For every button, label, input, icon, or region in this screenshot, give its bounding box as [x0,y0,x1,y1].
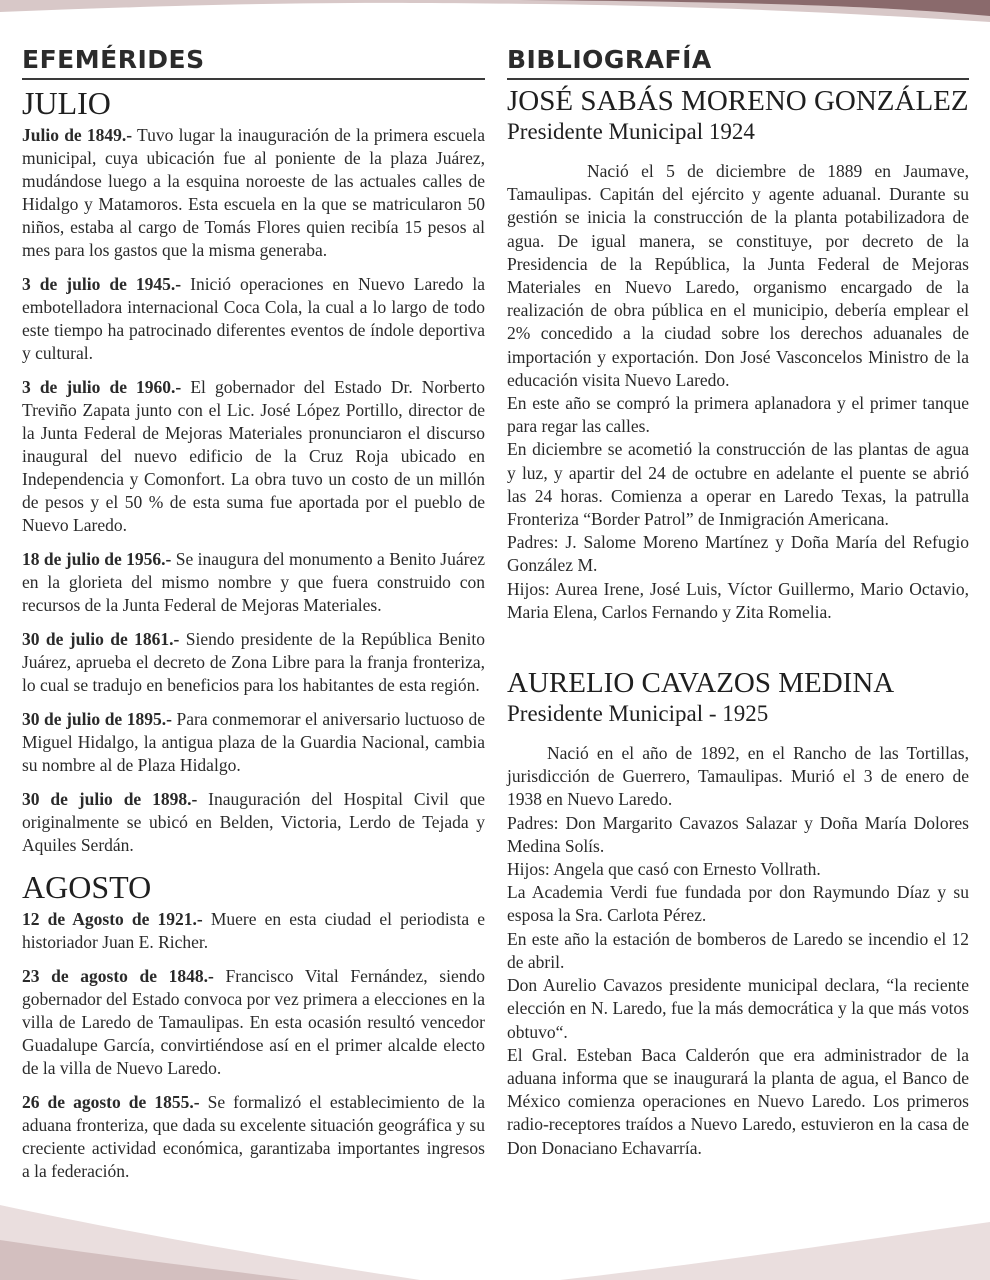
ephemeris-entry [22,908,485,954]
person-name: JOSÉ SABÁS MORENO GONZÁLEZ [507,85,969,117]
entry-text: El gobernador del Estado Dr. Norberto Treviño Zapata junto con el Lic. José López Portillo, director de la Junta Federal de Mejoras Materiales pronunciaron el discurso inaugural del nuevo edificio de la Cruz Roja ubicado en Independencia y Comonfort. La obra tuvo un costo de un millón de pesos y el 50 % de esta suma fue aportada por el pueblo de Nuevo Laredo. [22,377,485,535]
person-role: Presidente Municipal - 1925 [507,701,769,727]
month-section [22,84,485,857]
people-list [507,84,969,1160]
biography-paragraph: En este año se compró la primera aplanadora y el primer tanque para regar las calles. [507,393,969,437]
ephemeris-entry [22,273,485,365]
month-heading: AGOSTO [22,869,152,905]
entry-date: 12 de Agosto de 1921.- [22,909,203,929]
person-name: AURELIO CAVAZOS MEDINA [507,667,895,700]
entry-date: 3 de julio de 1945.- [22,274,182,294]
bibliografia-title: bibliografía [507,36,712,77]
entry-text: Tuvo lugar la inauguración de la primera escuela municipal, cuya ubicación fue al poniente de la plaza Juárez, mudándose luego a la esquina noroeste de las actuales calles de Hidalgo y Matamoros. Esta escuela en la que se matricularon 50 niños, estaba al cargo de Tomás Flores quien recibía 15 pesos al mes para los gastos que la misma generaba. [22,125,485,260]
entry-date: 3 de julio de 1960.- [22,377,182,397]
entry-date: Julio de 1849.- [22,125,133,145]
ephemeris-entry [22,628,485,697]
entry-text: Inició operaciones en Nuevo Laredo la embotelladora internacional Coca Cola, la cual a lo largo de todo este tiempo ha patrocinado diferentes eventos de índole deportiva y cultural. [22,274,485,363]
section-spacer [507,624,969,662]
ephemeris-entry [22,708,485,777]
biography-paragraph: Padres: Don Margarito Cavazos Salazar y Doña María Dolores Medina Solís. [507,812,969,856]
ephemeris-entry [22,965,485,1080]
biography-paragraph: Hijos: Angela que casó con Ernesto Vollrath. [507,859,821,880]
ephemeris-entry [22,788,485,857]
ephemeris-entry [22,548,485,617]
biography-paragraph: Hijos: Aurea Irene, José Luis, Víctor Guillermo, Mario Octavio, Maria Elena, Carlos Fernando y Zita Romelia. [507,578,969,622]
entry-text: Inauguración del Hospital Civil que originalmente se ubicó en Belden, Victoria, Lerdo de Tejada y Aquiles Serdán. [22,789,485,855]
entry-text: Muere en esta ciudad el periodista e historiador Juan E. Richer. [22,909,485,952]
biography-paragraph: En diciembre se acometió la construcción de las plantas de agua y luz, y apartir del 24 de octubre en adelante el puente se abrió las 24 horas. Comienza a operar en Laredo Texas, la patrulla Fronteriza “Border Patrol” de Inmigración Americana. [507,439,969,530]
month-section [22,868,485,1183]
biography-section [507,84,969,624]
ephemeris-entry [22,1091,485,1183]
entry-text: Se inaugura del monumento a Benito Juárez en la glorieta del mismo nombre y que fuera construido con recursos de la Junta Federal de Mejoras Materiales. [22,549,485,615]
bibliografia-title-rule [507,78,969,80]
bibliografia-column [507,36,969,1160]
biography-paragraph: El Gral. Esteban Baca Calderón que era administrador de la aduana informa que se inaugurará la planta de agua, el Banco de México comienza operaciones en Nuevo Laredo. Los primeros radio-receptores traídos a Nuevo Laredo, estuvieron en la casa de Don Donaciano Echavarría. [507,1044,969,1158]
entry-date: 30 de julio de 1898.- [22,789,198,809]
months-list [22,84,485,1183]
entry-text: Siendo presidente de la República Benito Juárez, aprueba el decreto de Zona Libre para la franja fronteriza, lo cual se tradujo en beneficios para los habitantes de esta región. [22,629,485,695]
entry-text: Se formalizó el establecimiento de la aduana fronteriza, que dada su excelente situación geográfica y su creciente actividad económica, garantizaba importantes ingresos a la federación. [22,1092,486,1181]
bottom-swoosh-right [560,1222,990,1280]
entry-date: 30 de julio de 1861.- [22,629,180,649]
entry-date: 18 de julio de 1956.- [22,549,172,569]
efemerides-title-rule [22,78,485,80]
month-heading: JULIO [22,85,111,121]
biography-paragraph: Padres: J. Salome Moreno Martínez y Doña María del Refugio González M. [507,532,969,576]
biography-section [507,666,969,1160]
biography-paragraph: La Academia Verdi fue fundada por don Raymundo Díaz y su esposa la Sra. Carlota Pérez. [507,882,969,926]
biography-paragraph: Don Aurelio Cavazos presidente municipal declara, “la reciente elección en N. Laredo, fue la más democrática y la que más votos obtuvo“. [507,975,969,1042]
biography-paragraph: Nació el 5 de diciembre de 1889 en Jaumave, Tamaulipas. Capitán del ejército y agente aduanal. Durante su gestión se inicia la construcción de la planta potabilizadora de agua. De igual manera, se constituye, por decreto de la Presidencia de la República, la Junta Federal de Mejoras Materiales en Nuevo Laredo, organismo encargado de la realización de obra pública en el municipio, debería emplear el 2% concedido a la ciudad sobre los derechos aduanales de importación y exportación. Don José Vasconcelos Ministro de la educación visita Nuevo Laredo. [507,161,969,390]
ephemeris-entry [22,376,485,537]
entry-text: Para conmemorar el aniversario luctuoso de Miguel Hidalgo, la antigua plaza de la Guardia Nacional, cambia su nombre al de Plaza Hidalgo. [22,709,485,775]
entry-text: Francisco Vital Fernández, siendo gobernador del Estado convoca por vez primera a elecciones en la villa de Laredo de Tamaulipas. En esta ocasión resultó vencedor Guadalupe García, convirtiéndose así en el primer alcalde electo de la villa de Nuevo Laredo. [22,966,486,1078]
efemerides-title: efemérides [22,36,205,77]
entry-date: 30 de julio de 1895.- [22,709,172,729]
biography-paragraph: En este año la estación de bomberos de Laredo se incendio el 12 de abril. [507,928,969,972]
ephemeris-entry [22,124,485,262]
entry-date: 23 de agosto de 1848.- [22,966,214,986]
biography-paragraph: Nació en el año de 1892, en el Rancho de las Tortillas, jurisdicción de Guerrero, Tamaulipas. Murió el 3 de enero de 1938 en Nuevo Laredo. [507,743,969,810]
efemerides-column [22,36,485,1194]
person-role: Presidente Municipal 1924 [507,119,755,144]
entry-date: 26 de agosto de 1855.- [22,1092,200,1112]
